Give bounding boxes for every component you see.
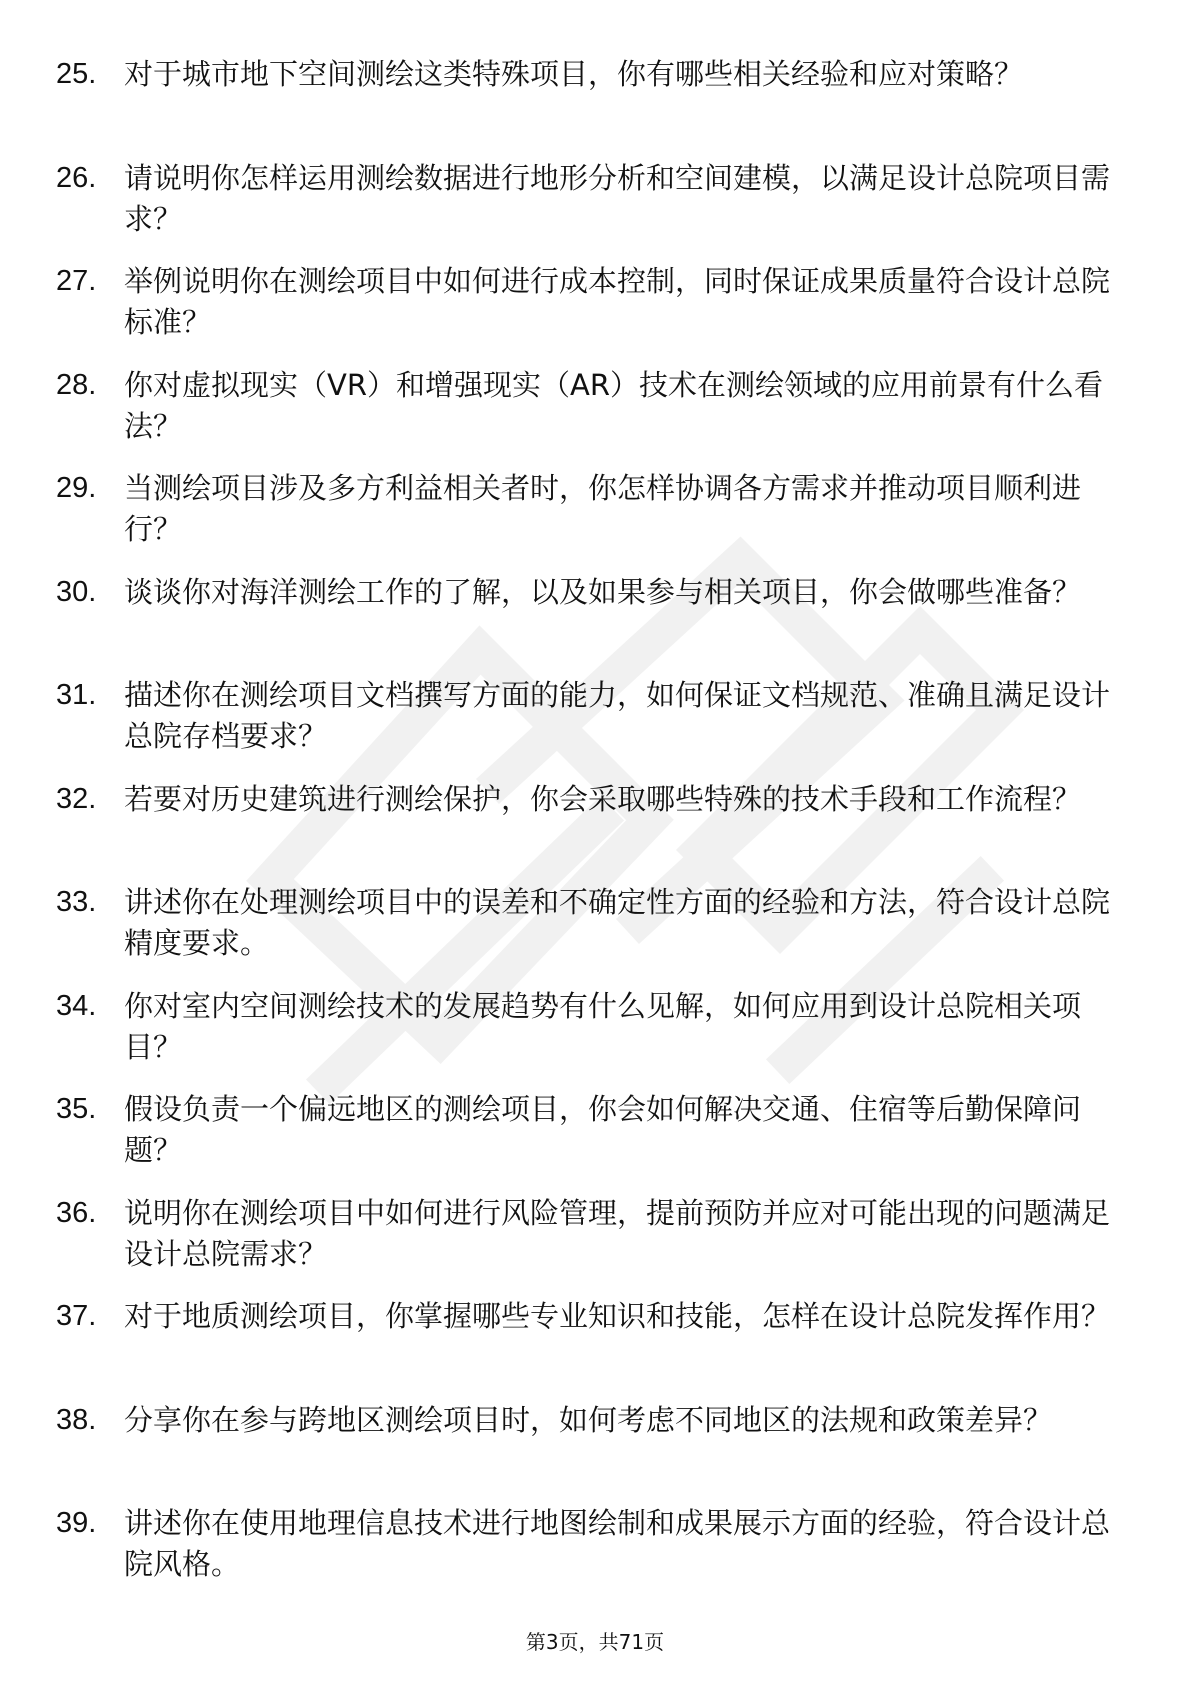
question-number: 37. [56, 1300, 97, 1332]
question-text: 你对室内空间测绘技术的发展趋势有什么见解，如何应用到设计总院相关项目？ [124, 988, 1082, 1064]
question-text: 谈谈你对海洋测绘工作的了解，以及如果参与相关项目，你会做哪些准备？ [124, 574, 1082, 609]
question-number: 26. [56, 161, 97, 194]
list-item [56, 261, 1116, 365]
list-item [56, 365, 1116, 469]
question-number: 38. [56, 1403, 97, 1436]
question-list [56, 54, 1116, 1607]
list-item [56, 675, 1116, 779]
page-footer: 第3页，共71页 [525, 1630, 665, 1654]
question-text: 讲述你在使用地理信息技术进行地图绘制和成果展示方面的经验，符合设计总院风格。 [124, 1506, 1111, 1581]
question-text: 举例说明你在测绘项目中如何进行成本控制，同时保证成果质量符合设计总院标准？ [124, 264, 1111, 339]
list-item [56, 1503, 1116, 1607]
question-number: 31. [56, 679, 97, 711]
question-text: 对于地质测绘项目，你掌握哪些专业知识和技能，怎样在设计总院发挥作用？ [124, 1299, 1111, 1333]
list-item [56, 1400, 1116, 1504]
question-number: 36. [56, 1196, 97, 1229]
question-number: 39. [56, 1507, 97, 1539]
question-number: 33. [56, 886, 97, 918]
question-text: 讲述你在处理测绘项目中的误差和不确定性方面的经验和方法，符合设计总院精度要求。 [124, 885, 1111, 960]
question-number: 27. [56, 265, 97, 297]
question-number: 30. [56, 575, 97, 608]
question-number: 28. [56, 368, 97, 401]
question-text: 当测绘项目涉及多方利益相关者时，你怎样协调各方需求并推动项目顺利进行？ [124, 471, 1082, 546]
list-item [56, 468, 1116, 572]
list-item [56, 1193, 1116, 1297]
question-text: 说明你在测绘项目中如何进行风险管理，提前预防并应对可能出现的问题满足设计总院需求？ [124, 1195, 1111, 1271]
list-item [56, 779, 1116, 883]
list-item [56, 1296, 1116, 1400]
list-item [56, 158, 1116, 262]
question-text: 请说明你怎样运用测绘数据进行地形分析和空间建模，以满足设计总院项目需求？ [124, 160, 1111, 236]
question-number: 29. [56, 472, 97, 504]
question-number: 35. [56, 1093, 97, 1125]
question-text: 描述你在测绘项目文档撰写方面的能力，如何保证文档规范、准确且满足设计总院存档要求？ [124, 678, 1111, 753]
question-text: 对于城市地下空间测绘这类特殊项目，你有哪些相关经验和应对策略？ [124, 57, 1024, 91]
question-text: 假设负责一个偏远地区的测绘项目，你会如何解决交通、住宿等后勤保障问题？ [124, 1092, 1082, 1167]
list-item [56, 882, 1116, 986]
list-item [56, 1089, 1116, 1193]
list-item [56, 986, 1116, 1090]
question-number: 25. [56, 58, 97, 90]
question-text: 若要对历史建筑进行测绘保护，你会采取哪些特殊的技术手段和工作流程？ [124, 781, 1082, 816]
question-number: 32. [56, 782, 97, 815]
question-number: 34. [56, 989, 97, 1022]
list-item [56, 572, 1116, 676]
question-text: 你对虚拟现实（VR）和增强现实（AR）技术在测绘领域的应用前景有什么看法？ [124, 367, 1103, 443]
question-text: 分享你在参与跨地区测绘项目时，如何考虑不同地区的法规和政策差异？ [124, 1402, 1053, 1437]
list-item [56, 54, 1116, 158]
